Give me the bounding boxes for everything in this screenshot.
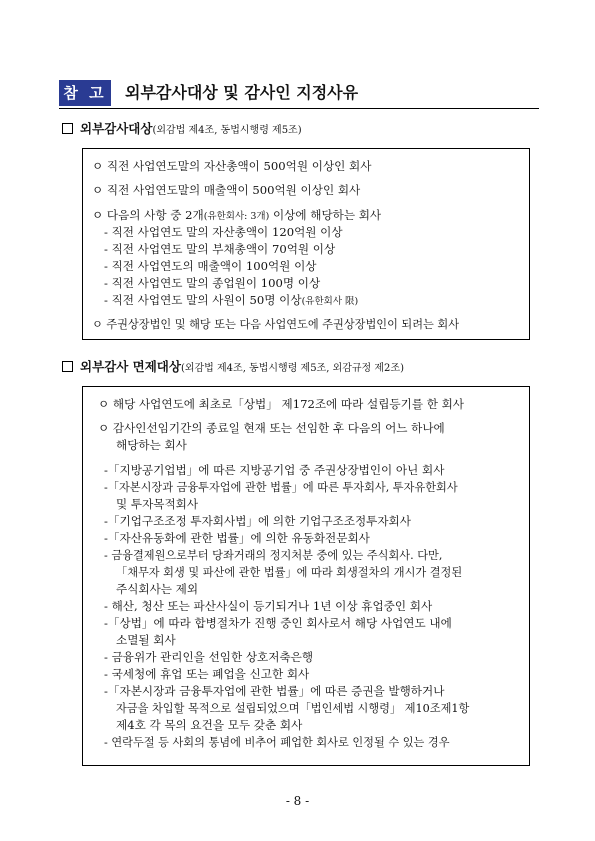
section-audit-target-heading <box>62 121 302 139</box>
list-subitem: - 직전 사업연도의 매출액이 100억원 이상 <box>104 259 317 273</box>
list-item: ㅇ 직전 사업연도말의 자산총액이 500억원 이상인 회사 <box>92 159 372 173</box>
list-item: ㅇ 해당 사업연도에 최초로「상법」 제172조에 따라 설립등기를 한 회사 <box>98 397 464 411</box>
list-item-continued: 해당하는 회사 <box>116 438 187 452</box>
page-title: 외부감사대상 및 감사인 지정사유 <box>125 83 359 102</box>
list-subitem: -「자본시장과 금융투자업에 관한 법률」에 따른 증권을 발행하거나 <box>104 684 445 698</box>
list-subitem: - 직전 사업연도 말의 자산총액이 120억원 이상 <box>104 225 343 239</box>
list-subitem: - 직전 사업연도 말의 사원이 50명 이상(유한회사 限) <box>104 293 359 307</box>
list-subitem: -「자산유동화에 관한 법률」에 의한 유동화전문회사 <box>104 531 370 545</box>
list-subitem: -「기업구조조정 투자회사법」에 의한 기업구조조정투자회사 <box>104 514 411 528</box>
section-note: (외감법 제4조, 동법시행령 제5조, 외감규정 제2조) <box>180 363 404 374</box>
list-item: ㅇ 직전 사업연도말의 매출액이 500억원 이상인 회사 <box>92 183 361 197</box>
list-item: ㅇ 감사인선임기간의 종료일 현재 또는 선임한 후 다음의 어느 하나에 <box>98 421 445 435</box>
list-subitem-continued: 제4호 각 목의 요건을 모두 갖춘 회사 <box>116 718 303 732</box>
section-audit-exempt-heading <box>62 359 404 377</box>
list-subitem: - 해산, 청산 또는 파산사실이 등기되거나 1년 이상 휴업중인 회사 <box>104 599 433 613</box>
document-header <box>59 78 539 108</box>
list-subitem: - 금융위가 관리인을 선임한 상호저축은행 <box>104 650 314 664</box>
list-subitem-continued: 및 투자목적회사 <box>116 497 199 511</box>
list-subitem-continued: 자금을 차입할 목적으로 설립되었으며「법인세법 시행령」 제10조제1항 <box>116 702 470 715</box>
list-subitem-continued: 「채무자 회생 및 파산에 관한 법률」에 따라 회생절차의 개시가 결정된 <box>116 566 463 579</box>
section-title: 외부감사 면제대상 <box>80 359 181 374</box>
list-subitem: -「상법」에 따라 합병절차가 진행 중인 회사로서 해당 사업연도 내에 <box>104 616 452 630</box>
list-item: ㅇ 다음의 사항 중 2개(유한회사: 3개) 이상에 해당하는 회사 <box>92 208 382 222</box>
header-divider <box>59 108 539 109</box>
list-subitem: - 연락두절 등 사회의 통념에 비추어 폐업한 회사로 인정될 수 있는 경우 <box>104 736 450 749</box>
reference-badge: 참 고 <box>59 80 111 106</box>
page-number: - 8 - <box>285 794 310 808</box>
list-subitem: -「지방공기업법」에 따른 지방공기업 중 주권상장법인이 아닌 회사 <box>104 463 445 477</box>
list-subitem: - 국세청에 휴업 또는 폐업을 신고한 회사 <box>104 667 310 681</box>
list-subitem: - 직전 사업연도 말의 부채총액이 70억원 이상 <box>104 242 336 256</box>
list-subitem-continued: 주식회사는 제외 <box>116 582 199 596</box>
list-subitem: -「자본시장과 금융투자업에 관한 법률」에 따른 투자회사, 투자유한회사 <box>104 481 458 494</box>
section-title: 외부감사대상 <box>80 121 153 136</box>
checkbox-square-icon <box>62 123 73 134</box>
list-item: ㅇ 주권상장법인 및 해당 또는 다음 사업연도에 주권상장법인이 되려는 회사 <box>92 318 460 331</box>
list-subitem: - 금융결제원으로부터 당좌거래의 정지처분 중에 있는 주식회사. 다만, <box>104 549 443 562</box>
checkbox-square-icon <box>62 361 73 372</box>
section-note: (외감법 제4조, 동법시행령 제5조) <box>152 125 302 136</box>
list-subitem: - 직전 사업연도 말의 종업원이 100명 이상 <box>104 276 321 290</box>
list-subitem-continued: 소멸될 회사 <box>116 633 176 647</box>
